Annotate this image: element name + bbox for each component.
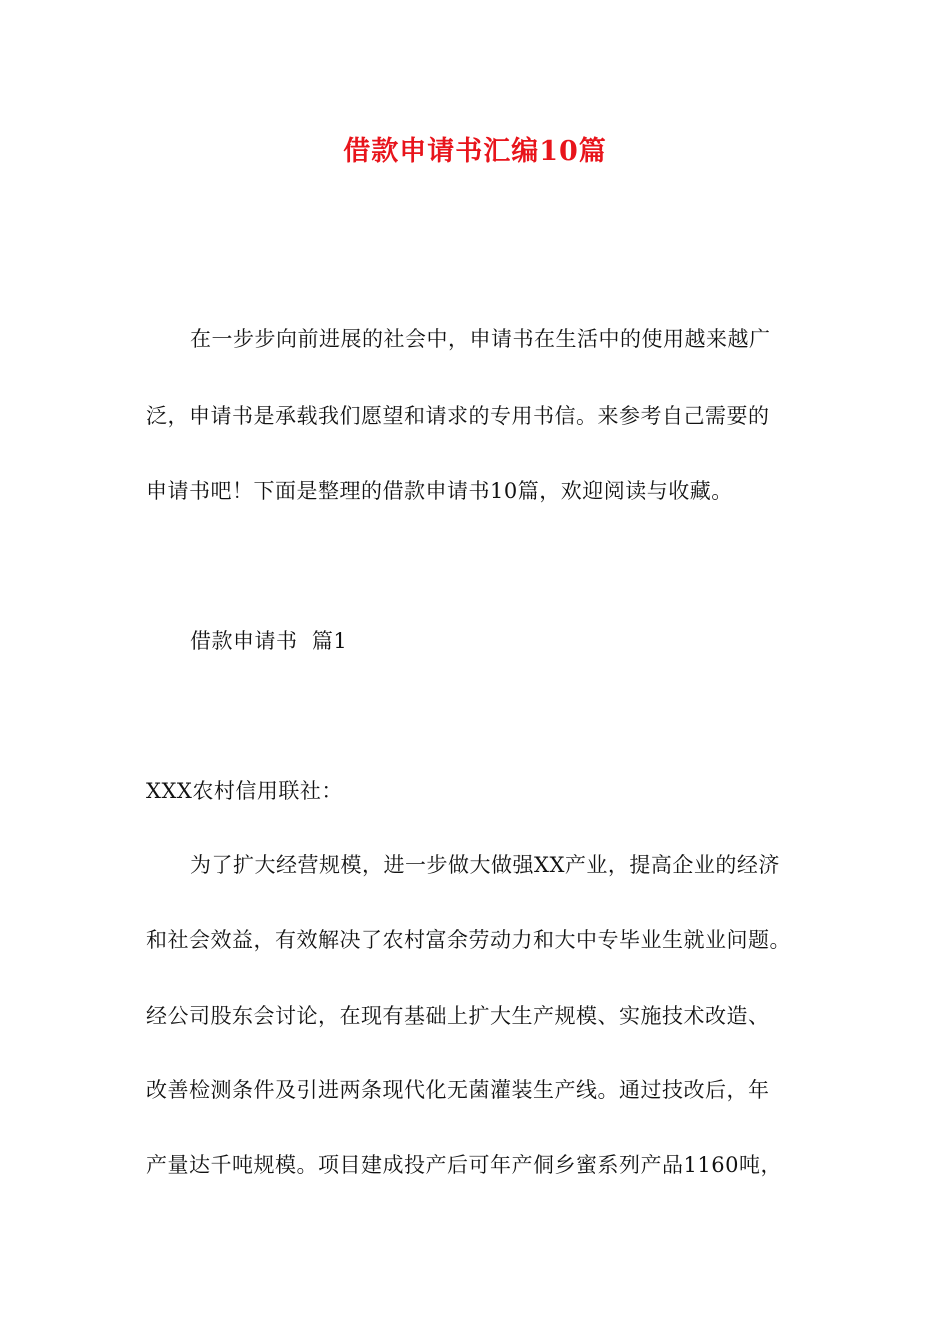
intro-line-1: 在一步步向前进展的社会中，申请书在生活中的使用越来越广 (190, 327, 771, 351)
document-title: 借款申请书汇编10篇 (343, 136, 607, 167)
body-line-2: 和社会效益，有效解决了农村富余劳动力和大中专毕业生就业问题。 (146, 928, 791, 952)
intro-line-2: 泛，申请书是承载我们愿望和请求的专用书信。来参考自己需要的 (146, 404, 770, 428)
intro-line-3: 申请书吧！下面是整理的借款申请书10篇，欢迎阅读与收藏。 (146, 479, 733, 503)
body-line-5: 产量达千吨规模。项目建成投产后可年产侗乡蜜系列产品1160吨， (146, 1153, 782, 1177)
body-line-3: 经公司股东会讨论，在现有基础上扩大生产规模、实施技术改造、 (146, 1004, 770, 1028)
salutation: XXX农村信用联社： (146, 779, 343, 803)
body-line-1: 为了扩大经营规模，进一步做大做强XX产业，提高企业的经济 (190, 853, 780, 877)
section-heading: 借款申请书 篇1 (190, 629, 348, 653)
body-line-4: 改善检测条件及引进两条现代化无菌灌装生产线。通过技改后，年 (146, 1078, 770, 1102)
